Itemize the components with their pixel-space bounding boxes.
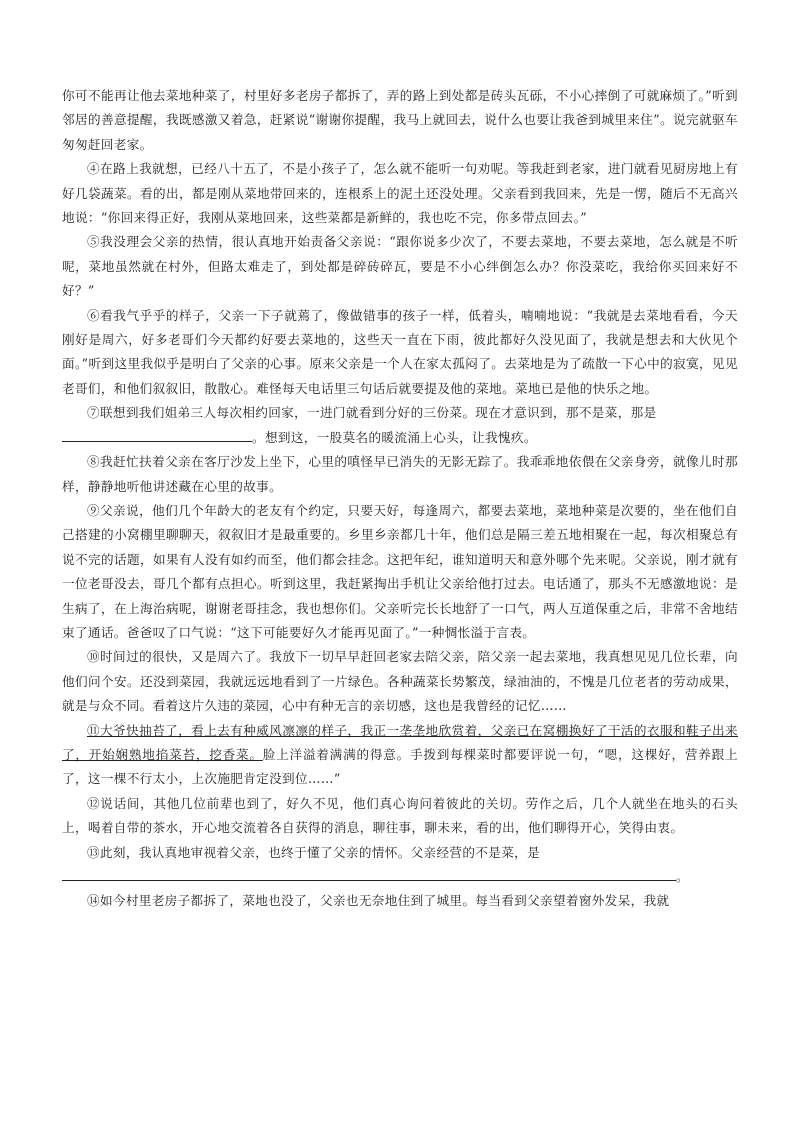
paragraph-7-text-b: 。想到这，一股莫名的暖流涌上心头，让我愧疚。 [252, 429, 537, 445]
document-page [62, 84, 738, 914]
paragraph-4: ④在路上我就想，已经八十五了，不是小孩子了，怎么就不能听一句劝呢。等我赶到老家，进门就看见厨房地上有好几袋蔬菜。看的出，都是刚从菜地带回来的，连根系上的泥土还没处理。父亲看到我回来，先是一愣，随后不无高兴地说：“你回来得正好，我刚从菜地回来，这些菜都是新鲜的，我也吃不完，你多带点回去。” [62, 161, 738, 226]
paragraph-10: ⑩时间过的很快，又是周六了。我放下一切早早赶回老家去陪父亲，陪父亲一起去菜地，我真想见见几位长辈，向他们问个安。还没到菜园，我就远远地看到了一片绿色。各种蔬菜长势繁茂，绿油油的，不愧是几位老者的劳动成果，就是与众不同。看着这片久违的菜园，心中有种无言的亲切感，这也是我曾经的记忆…… [62, 649, 738, 714]
paragraph-5: ⑤我没理会父亲的热情，很认真地开始责备父亲说：“跟你说多少次了，不要去菜地，不要去菜地，怎么就是不听呢，菜地虽然就在村外，但路太难走了，到处都是碎砖碎瓦，要是不小心绊倒怎么办？你没菜吃，我给你买回来好不好？” [62, 234, 738, 299]
paragraph-7-text-a: ⑦联想到我们姐弟三人每次相约回家，一进门就看到分好的三份菜。现在才意识到，那不是菜，那是 [87, 405, 657, 421]
paragraph-11 [62, 719, 738, 792]
paragraph-14: ⑭如今村里老房子都拆了，菜地也没了，父亲也无奈地住到了城里。每当看到父亲望着窗外发呆，我就 [87, 893, 670, 909]
paragraph-6: ⑥看我气乎乎的样子，父亲一下子就蔫了，像做错事的孩子一样，低着头，喃喃地说：“我就是去菜地看看，今天刚好是周六，好多老哥们今天都约好要去菜地的，这些天一直在下雨，彼此都好久没见面了，我就是想去和大伙见个面。”听到这里我似乎是明白了父亲的心事。原来父亲是一个人在家太孤闷了。去菜地是为了疏散一下心中的寂寞，见见老哥们，和他们叙叙旧，散散心。难怪每天电话里三句话后就要提及他的菜地。菜地已是他的快乐之地。 [62, 307, 738, 396]
paragraph-9: ⑨父亲说，他们几个年龄大的老友有个约定，只要天好，每逢周六，都要去菜地，菜地种菜是次要的，坐在他们自己搭建的小窝棚里聊聊天，叙叙旧才是最重要的。乡里乡亲都几十年，他们总是隔三差五地相聚在一起，每次相聚总有说不完的话题，如果有人没有如约而至，他们都会挂念。这把年纪，谁知道明天和意外哪个先来呢。父亲说，刚才就有一位老哥没去，哥几个都有点担心。听到这里，我赶紧掏出手机让父亲给他打过去。电话通了，那头不无感激地说：是生病了，在上海治病呢，谢谢老哥挂念，我也想你们。父亲听完长长地舒了一口气，两人互道保重之后，非常不舍地结束了通话。爸爸叹了口气说：“这下可能要好久才能再见面了。”一种惆怅溢于言表。 [62, 502, 738, 640]
paragraph-11-text: 脸上洋溢着满满的得意。手拨到每棵菜时都要评说一句，“嗯，这棵好，营养跟上了，这一棵不行太小，上次施肥肯定没到位……” [62, 746, 738, 787]
paragraph-7 [62, 401, 738, 450]
paragraph-12: ⑫说话间，其他几位前辈也到了，好久不见，他们真心询问着彼此的关切。劳作之后，几个人就坐在地头的石头上，喝着自带的茶水，开心地交流着各自获得的消息，聊往事，聊未来，看的出，他们聊得开心，笑得由衷。 [62, 795, 738, 836]
paragraph-13-text-b: 。 [676, 869, 689, 884]
answer-blank-1[interactable] [62, 427, 252, 442]
answer-blank-2[interactable] [62, 866, 676, 881]
paragraph-13-text-a: ⑬此刻，我认真地审视着父亲，也终于懂了父亲的情怀。父亲经营的不是菜，是 [87, 844, 541, 860]
paragraph-8: ⑧我赶忙扶着父亲在客厅沙发上坐下，心里的嗔怪早已消失的无影无踪了。我乖乖地依偎在父亲身旁，就像儿时那样，静静地听他讲述藏在心里的故事。 [62, 454, 738, 494]
paragraph-3-cont: 你可不能再让他去菜地种菜了，村里好多老房子都拆了，弄的路上到处都是砖头瓦砾，不小心摔倒了可就麻烦了。”听到邻居的善意提醒，我既感激又着急，赶紧说“谢谢你提醒，我马上就回去，说什么也要让我爸到城里来住”。说完就驱车匆匆赶回老家。 [62, 88, 738, 152]
underlined-sentence: ⑪大爷快抽苔了，看上去有种威风凛凛的样子，我正一垄垄地欣赏着，父亲已在窝棚换好了干活的衣服和鞋子出来了，开始娴熟地掐菜苔，挖香菜。 [62, 722, 738, 762]
paragraph-13 [62, 841, 738, 890]
